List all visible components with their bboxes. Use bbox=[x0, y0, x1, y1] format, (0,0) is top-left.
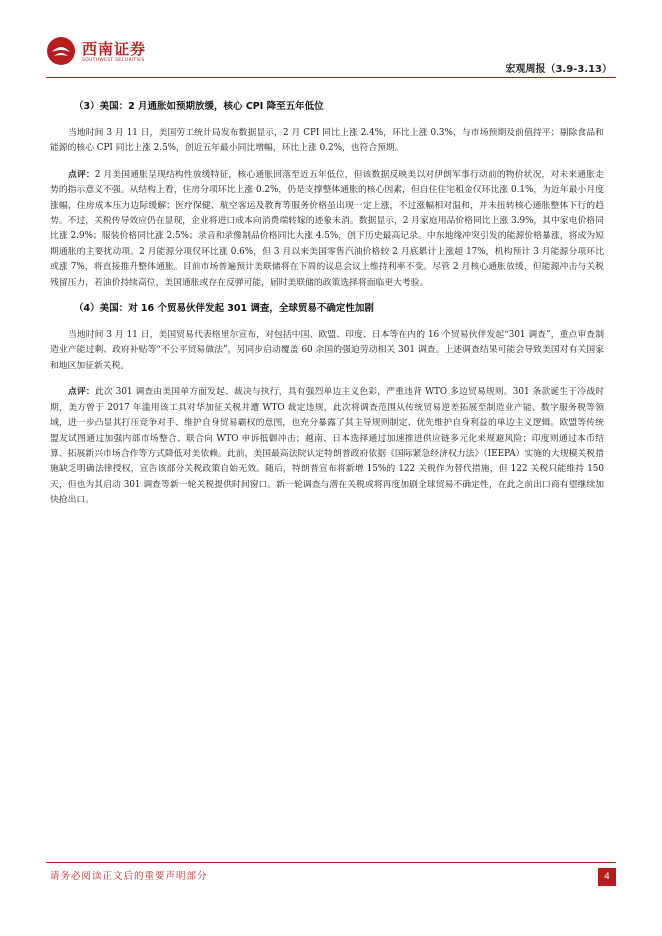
company-logo bbox=[46, 36, 176, 70]
section-heading-us-cpi: （3）美国：2 月通胀如预期放缓，核心 CPI 降至五年低位 bbox=[74, 101, 324, 112]
brand-english-name: SOUTHWEST SECURITIES bbox=[82, 58, 145, 63]
paragraph-us-301-comment bbox=[50, 385, 604, 508]
paragraph-us-cpi-data bbox=[50, 126, 604, 157]
report-title: 宏观周报（3.9-3.13） bbox=[505, 64, 612, 75]
paragraph-us-cpi-comment bbox=[50, 168, 604, 291]
paragraph-text: 当地时间 3 月 11 日，美国劳工统计局发布数据显示，2 月 CPI 同比上涨 2.4%，环比上涨 0.3%，与市场预期及前值持平；剔除食品和能源的核心 CPI 同比上涨 2.5%，创近五年最小同比增幅，环比上涨 0.2%，也符合预期。 bbox=[50, 128, 604, 154]
disclaimer-notice: 请务必阅读正文后的重要声明部分 bbox=[50, 871, 208, 882]
report-body bbox=[50, 100, 604, 520]
page-number: 4 bbox=[598, 868, 616, 886]
header-divider bbox=[46, 77, 616, 78]
paragraph-us-301-news bbox=[50, 328, 604, 374]
brand-name: 西南证券 bbox=[82, 40, 147, 58]
paragraph-text: 当地时间 3 月 11 日，美国贸易代表格里尔宣布，对包括中国、欧盟、印度、日本等在内的 16 个贸易伙伴发起“301 调查”，重点审查制造业产能过剩、政府补贴等“不公平贸易做法”，另同步启动覆盖 60 余国的强迫劳动相关 301 调查。上述调查结果可能会导致美国对有关国家和地区加征新关税。 bbox=[50, 330, 604, 371]
logo-emblem-icon bbox=[46, 36, 76, 66]
paragraph-text: 2 月美国通胀呈现结构性放缓特征，核心通胀回落至近五年低位，但该数据反映美以对伊朗军事行动前的物价状况，对未来通胀走势的指示意义不强。从结构上看，住房分项环比上涨 0.2%，仍是支撑整体通胀的核心因素，但自住住宅租金仅环比涨 0.1%，为近年最小月度涨幅，住房成本压力边际缓解；医疗保健、航空客运及教育等服务价格虽出现一定上涨，不过涨幅相对温和，并未扭转核心通胀整体下行的趋势。不过，关税传导效应仍在显现，企业将进口成本向消费端转嫁的迹象未消。数据显示，2 月家庭用品价格同比上涨 3.9%，其中家电价格同比涨 2.9%；服装价格同比涨 2.5%；录音和录像制品价格同比大涨 4.5%，创下历史最高记录。中东地缘冲突引发的能源价格暴涨，将成为短期通胀的主要扰动项。2 月能源分项仅环比涨 0.6%，但 3 月以来美国零售汽油价格较 2 月底累计上涨超 17%，机构预计 3 月能源分项环比或涨 7%，将直接推升整体通胀。目前市场普遍预计美联储将在下周的议息会议上维持利率不变。尽管 2 月核心通胀放缓，但能源冲击与关税残留压力，若油价持续高位，美国通胀或存在反弹可能，届时美联储的政策选择将面临更大考验。 bbox=[50, 169, 604, 288]
footer-divider bbox=[46, 862, 616, 863]
paragraph-text: 此次 301 调查由美国单方面发起、裁决与执行，具有强烈单边主义色彩，严重违背 WTO 多边贸易规则。301 条款诞生于冷战时期，美方曾于 2017 年滥用该工具对华加征关税并遭 WTO 裁定违规，此次将调查范围从传统贸易逆差拓展至制造业产能、数字服务税等领域，进一步凸显其打压竞争对手、维护自身贸易霸权的意图，也充分暴露了其主导规则制定、优先维护自身利益的单边主义逻辑。欧盟等传统盟友试图通过加强内部市场整合、联合向 WTO 申诉抵御冲击；越南、日本选择通过加速推进供应链多元化来规避风险；印度则通过本币结算、拓展新兴市场合作等方式降低对美依赖。此前，美国最高法院认定特朗普政府依据《国际紧急经济权力法》（IEEPA）实施的大规模关税措施缺乏明确法律授权，宣告该部分关税政策自始无效。随后，特朗普宣布将新增 15%的 122 关税作为替代措施，但 122 关税只能维持 150 天，但也为其启动 301 调查等新一轮关税提供时间窗口。新一轮调查与潜在关税或将再度加剧全球贸易不确定性，在此之前出口商有望继续加快抢出口。 bbox=[50, 387, 604, 506]
comment-lead: 点评： bbox=[68, 387, 95, 398]
section-heading-us-301: （4）美国：对 16 个贸易伙伴发起 301 调查，全球贸易不确定性加剧 bbox=[74, 303, 374, 315]
comment-lead: 点评： bbox=[68, 169, 95, 180]
